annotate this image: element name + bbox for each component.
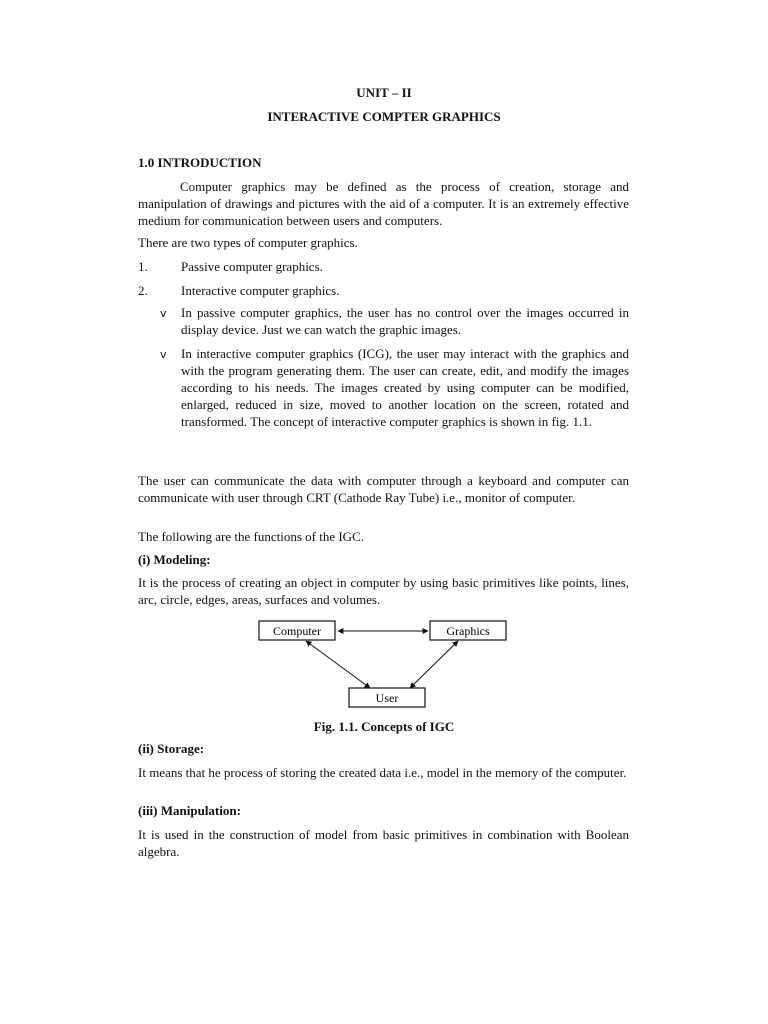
graphics-label: Graphics <box>446 624 490 638</box>
computer-label: Computer <box>273 624 321 638</box>
bullet-text-interactive: In interactive computer graphics (ICG), the user may interact with the graphics and with the program generating them. The user can create, edit, and modify the images according to his needs. The images created by using computer can be modified, enlarged, reduced in size, moved to another location on the screen, rotated and transformed. The concept of interactive computer graphics is shown in fig. 1.1. <box>181 346 629 429</box>
types-intro: There are two types of computer graphics. <box>138 235 358 250</box>
user-label: User <box>375 691 399 705</box>
functions-intro: The following are the functions of the IGC. <box>138 529 364 544</box>
modeling-heading: (i) Modeling: <box>138 552 211 567</box>
igc-concept-diagram <box>258 618 508 710</box>
manipulation-paragraph: It is used in the construction of model from basic primitives in combination with Boolean algebra. <box>138 827 629 859</box>
bullet-text-passive: In passive computer graphics, the user has no control over the images occurred in display device. Just we can watch the graphic images. <box>181 305 629 337</box>
list-item-number: 1. <box>138 259 148 274</box>
intro-heading: 1.0 INTRODUCTION <box>138 155 262 170</box>
list-item-text: Interactive computer graphics. <box>181 283 340 298</box>
modeling-paragraph: It is the process of creating an object in computer by using basic primitives like points, lines, arc, circle, edges, areas, surfaces and volumes. <box>138 575 629 607</box>
list-item-number: 2. <box>138 283 148 298</box>
storage-paragraph: It means that he process of storing the created data i.e., model in the memory of the computer. <box>138 765 627 780</box>
bullet-check-icon: v <box>160 348 167 361</box>
unit-label: UNIT – II <box>356 85 412 100</box>
list-item-text: Passive computer graphics. <box>181 259 323 274</box>
intro-paragraph: Computer graphics may be defined as the process of creation, storage and manipulation of drawings and pictures with the aid of a computer. It is an extremely effective medium for communication between users and computers. <box>138 179 629 228</box>
page-title: INTERACTIVE COMPTER GRAPHICS <box>267 109 501 124</box>
bullet-check-icon: v <box>160 307 167 320</box>
figure-caption: Fig. 1.1. Concepts of IGC <box>313 719 455 734</box>
arrow-computer-user <box>306 641 370 688</box>
communication-paragraph: The user can communicate the data with computer through a keyboard and computer can communicate with user through CRT (Cathode Ray Tube) i.e., monitor of computer. <box>138 473 629 505</box>
storage-heading: (ii) Storage: <box>138 741 205 756</box>
manipulation-heading: (iii) Manipulation: <box>138 803 241 818</box>
arrow-graphics-user <box>410 641 458 688</box>
